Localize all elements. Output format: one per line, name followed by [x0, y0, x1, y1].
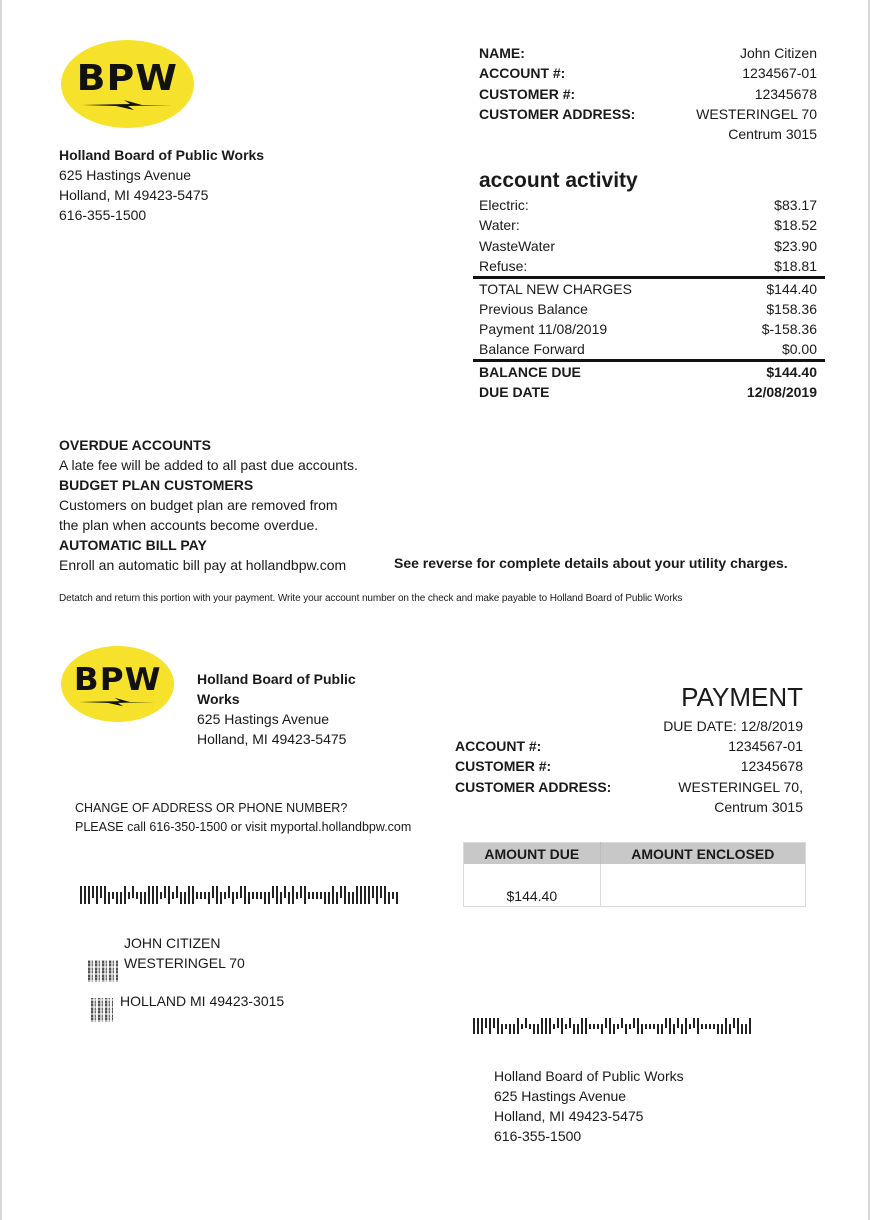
return-street: 625 Hastings Avenue	[494, 1088, 627, 1104]
charge-row	[479, 195, 817, 215]
budget-text-1: Customers on budget plan are removed from	[59, 497, 338, 513]
budget-text-2: the plan when accounts become overdue.	[59, 517, 319, 533]
summary-row	[479, 339, 817, 359]
charge-row	[479, 236, 817, 256]
return-name: Holland Board of Public Works	[494, 1068, 684, 1084]
stub-sender-name-1: Holland Board of Public	[197, 671, 356, 687]
sender-city: Holland, MI 49423-5475	[59, 187, 209, 203]
detach-instructions: Detatch and return this portion with your payment. Write your account number on the check and make payable to Holland Board of Public Works	[59, 593, 683, 604]
amount-due-header: AMOUNT DUE	[464, 843, 601, 865]
customer-number-label: CUSTOMER #:	[479, 86, 576, 102]
change-of-address-notice	[75, 799, 411, 837]
summary-row	[479, 279, 817, 299]
charge-label: Electric:	[479, 197, 529, 213]
change-notice-line-2: PLEASE call 616-350-1500 or visit myportal.hollandbpw.com	[75, 820, 412, 834]
amount-enclosed-header: AMOUNT ENCLOSED	[600, 843, 805, 865]
postal-barcode-right	[473, 1018, 753, 1034]
summary-amount: $144.40	[766, 281, 817, 297]
charge-label: Water:	[479, 217, 520, 233]
qr-code-icon	[91, 998, 113, 1022]
summary-amount: $0.00	[781, 341, 817, 357]
customer-name-label: NAME:	[479, 45, 525, 61]
account-activity-table	[479, 195, 817, 405]
account-activity-title: account activity	[479, 169, 638, 192]
notices	[59, 435, 419, 575]
bpw-logo	[61, 40, 194, 128]
customer-address-value: WESTERINGEL 70	[696, 106, 817, 122]
customer-address-row-2	[479, 124, 817, 144]
due-date-row	[479, 382, 817, 402]
due-date-label: DUE DATE	[479, 384, 550, 400]
overdue-title: OVERDUE ACCOUNTS	[59, 437, 211, 453]
due-date-value: 12/08/2019	[746, 384, 817, 400]
charge-label: Refuse:	[479, 258, 528, 274]
return-address	[494, 1066, 754, 1146]
customer-number-row	[479, 84, 817, 104]
stub-sender-street: 625 Hastings Avenue	[197, 711, 330, 727]
change-notice-line-1: CHANGE OF ADDRESS OR PHONE NUMBER?	[75, 801, 348, 815]
charge-row	[479, 215, 817, 235]
stub-sender-address	[197, 669, 397, 749]
stub-address-row-2	[455, 797, 803, 817]
customer-name-value: John Citizen	[739, 45, 817, 61]
stub-account-label: ACCOUNT #:	[455, 738, 542, 754]
balance-due-row	[479, 362, 817, 382]
balance-due-label: BALANCE DUE	[479, 364, 581, 380]
stub-sender-name-2: Works	[197, 691, 240, 707]
balance-due-amount: $144.40	[766, 364, 817, 380]
customer-number-value: 12345678	[754, 86, 817, 102]
sender-name: Holland Board of Public Works	[59, 147, 265, 163]
budget-title: BUDGET PLAN CUSTOMERS	[59, 477, 254, 493]
sender-phone: 616-355-1500	[59, 207, 147, 223]
stub-customer-row	[455, 756, 803, 776]
account-number-row	[479, 63, 817, 83]
payment-title: PAYMENT	[681, 682, 803, 712]
customer-name-row	[479, 43, 817, 63]
charge-amount: $23.90	[774, 238, 817, 254]
customer-info	[479, 43, 817, 153]
summary-row	[479, 319, 817, 339]
stub-address-value: WESTERINGEL 70,	[678, 779, 803, 795]
payment-due-date: DUE DATE: 12/8/2019	[663, 718, 803, 734]
postal-barcode-left	[80, 886, 400, 904]
divider-rule	[473, 359, 825, 362]
summary-label: Payment 11/08/2019	[479, 321, 608, 337]
stub-account-row	[455, 736, 803, 756]
charge-amount: $83.17	[774, 197, 817, 213]
account-number-label: ACCOUNT #:	[479, 65, 566, 81]
summary-label: TOTAL NEW CHARGES	[479, 281, 632, 297]
account-number-value: 1234567-01	[742, 65, 817, 81]
charge-row	[479, 256, 817, 276]
amount-enclosed-field[interactable]	[600, 864, 805, 907]
stub-sender-city: Holland, MI 49423-5475	[197, 731, 347, 747]
stub-info	[455, 736, 803, 818]
charge-amount: $18.81	[774, 258, 817, 274]
return-phone: 616-355-1500	[494, 1128, 582, 1144]
logo-text: BPW	[73, 661, 162, 698]
mailing-street: WESTERINGEL 70	[124, 955, 245, 971]
amount-due-value: $144.40	[464, 864, 601, 907]
autopay-title: AUTOMATIC BILL PAY	[59, 537, 207, 553]
bpw-logo-stub	[61, 646, 174, 722]
summary-row	[479, 299, 817, 319]
mailing-name: JOHN CITIZEN	[124, 935, 221, 951]
stub-address-value-2: Centrum 3015	[714, 799, 803, 815]
sender-street: 625 Hastings Avenue	[59, 167, 192, 183]
stub-customer-label: CUSTOMER #:	[455, 758, 552, 774]
qr-code-icon	[88, 960, 118, 982]
lightning-bolt-icon	[80, 98, 176, 112]
stub-address-label: CUSTOMER ADDRESS:	[455, 779, 612, 795]
see-reverse-note: See reverse for complete details about your utility charges.	[394, 555, 788, 571]
summary-label: Balance Forward	[479, 341, 585, 357]
return-city: Holland, MI 49423-5475	[494, 1108, 644, 1124]
stub-customer-value: 12345678	[740, 758, 803, 774]
summary-amount: $-158.36	[761, 321, 817, 337]
summary-label: Previous Balance	[479, 301, 588, 317]
overdue-text: A late fee will be added to all past due accounts.	[59, 457, 358, 473]
charge-label: WasteWater	[479, 238, 555, 254]
customer-address-value-2: Centrum 3015	[728, 126, 817, 142]
customer-address-row	[479, 104, 817, 124]
sender-address	[59, 145, 339, 225]
summary-amount: $158.36	[766, 301, 817, 317]
mailing-city: HOLLAND MI 49423-3015	[120, 993, 285, 1009]
customer-address-label: CUSTOMER ADDRESS:	[479, 106, 636, 122]
payment-amount-table	[463, 842, 806, 907]
autopay-text: Enroll an automatic bill pay at hollandbpw.com	[59, 557, 347, 573]
charge-amount: $18.52	[774, 217, 817, 233]
stub-address-row	[455, 777, 803, 797]
logo-text: BPW	[76, 58, 179, 99]
stub-account-value: 1234567-01	[728, 738, 803, 754]
divider-rule	[473, 276, 825, 279]
